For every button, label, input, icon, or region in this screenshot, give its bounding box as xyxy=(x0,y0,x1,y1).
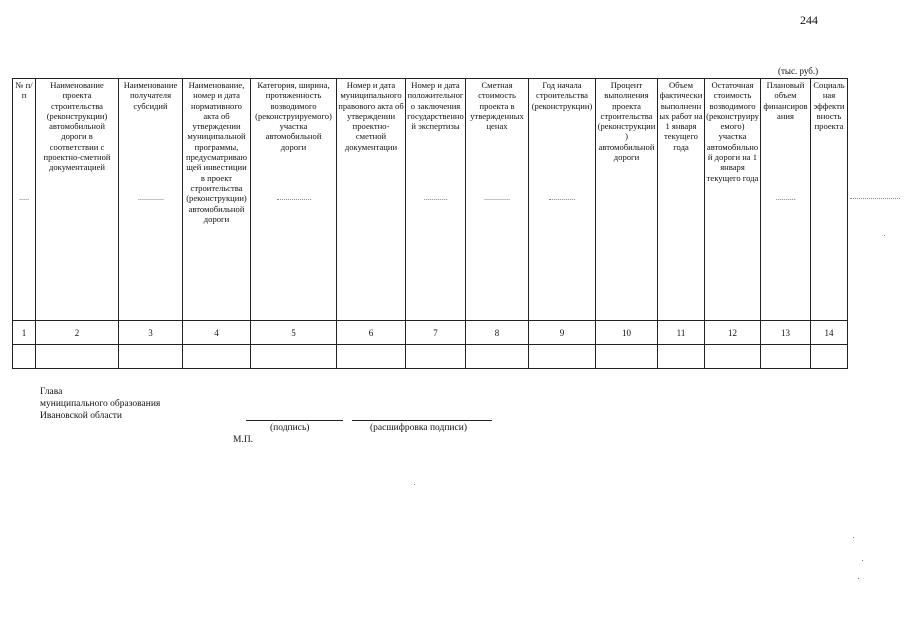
signer-line: Ивановской области xyxy=(40,411,123,421)
column-number: 9 xyxy=(529,321,596,345)
table-cell[interactable] xyxy=(119,345,183,369)
stamp-label: М.П. xyxy=(233,435,254,445)
table-cell[interactable] xyxy=(529,345,596,369)
header-cell: Процент выполнения проекта строительства (реконструкции) автомобильной дороги xyxy=(596,79,658,321)
table-cell[interactable] xyxy=(183,345,251,369)
scan-speck xyxy=(884,235,885,236)
header-cell: Категория, ширина, протяженность возводимого (реконструируемого) участка автомобильной дороги xyxy=(251,79,337,321)
investment-table xyxy=(12,78,848,369)
header-cell: Объем фактически выполненных работ на 1 января текущего года xyxy=(658,79,705,321)
empty-data-row xyxy=(13,345,848,369)
column-number-row xyxy=(13,321,848,345)
header-cell: Номер и дата муниципального правового акта об утверждении проектно-сметной документации xyxy=(337,79,406,321)
scan-speck xyxy=(414,484,415,485)
table-cell[interactable] xyxy=(13,345,36,369)
header-cell: Наименование получателя субсидий xyxy=(119,79,183,321)
scan-speck xyxy=(862,560,863,561)
header-cell: Год начала строительства (реконструкции) xyxy=(529,79,596,321)
column-number: 14 xyxy=(811,321,848,345)
column-number: 11 xyxy=(658,321,705,345)
table-cell[interactable] xyxy=(658,345,705,369)
column-number: 8 xyxy=(466,321,529,345)
table-cell[interactable] xyxy=(705,345,761,369)
margin-dash xyxy=(850,198,900,199)
header-cell: Номер и дата положительного заключения государственной экспертизы xyxy=(406,79,466,321)
column-number: 10 xyxy=(596,321,658,345)
table-cell[interactable] xyxy=(596,345,658,369)
table-cell[interactable] xyxy=(811,345,848,369)
table-cell[interactable] xyxy=(406,345,466,369)
page-number: 244 xyxy=(800,13,818,27)
table-cell[interactable] xyxy=(761,345,811,369)
header-cell: Остаточная стоимость возводимого (реконструируемого) участка автомобильной дороги на 1 января текущего года xyxy=(705,79,761,321)
table-header-row xyxy=(13,79,848,321)
header-cell: № п/п xyxy=(13,79,36,321)
column-number: 4 xyxy=(183,321,251,345)
column-number: 7 xyxy=(406,321,466,345)
signer-title xyxy=(40,386,160,422)
header-cell: Наименование, номер и дата нормативного акта об утверждении муниципальной программы, предусматривающей инвестиции в проект строительства (реконструкции) автомобильной дороги xyxy=(183,79,251,321)
column-number: 13 xyxy=(761,321,811,345)
header-cell: Плановый объем финансирования xyxy=(761,79,811,321)
signature-line[interactable] xyxy=(246,420,343,421)
scan-speck xyxy=(858,578,859,579)
signer-line: Глава xyxy=(40,387,63,397)
column-number: 1 xyxy=(13,321,36,345)
column-number: 6 xyxy=(337,321,406,345)
table-cell[interactable] xyxy=(337,345,406,369)
table-cell[interactable] xyxy=(466,345,529,369)
scan-speck xyxy=(853,537,854,538)
signature-caption: (подпись) xyxy=(270,423,310,433)
decoding-line[interactable] xyxy=(352,420,492,421)
column-number: 3 xyxy=(119,321,183,345)
header-cell: Социальная эффективность проекта xyxy=(811,79,848,321)
signer-line: муниципального образования xyxy=(40,399,161,409)
column-number: 2 xyxy=(36,321,119,345)
table-cell[interactable] xyxy=(36,345,119,369)
column-number: 12 xyxy=(705,321,761,345)
units-label: (тыс. руб.) xyxy=(778,66,819,76)
header-cell: Наименование проекта строительства (реконструкции) автомобильной дороги в соответствии с проектно-сметной документацией xyxy=(36,79,119,321)
column-number: 5 xyxy=(251,321,337,345)
header-cell: Сметная стоимость проекта в утвержденных ценах xyxy=(466,79,529,321)
decoding-caption: (расшифровка подписи) xyxy=(370,423,467,433)
table-cell[interactable] xyxy=(251,345,337,369)
